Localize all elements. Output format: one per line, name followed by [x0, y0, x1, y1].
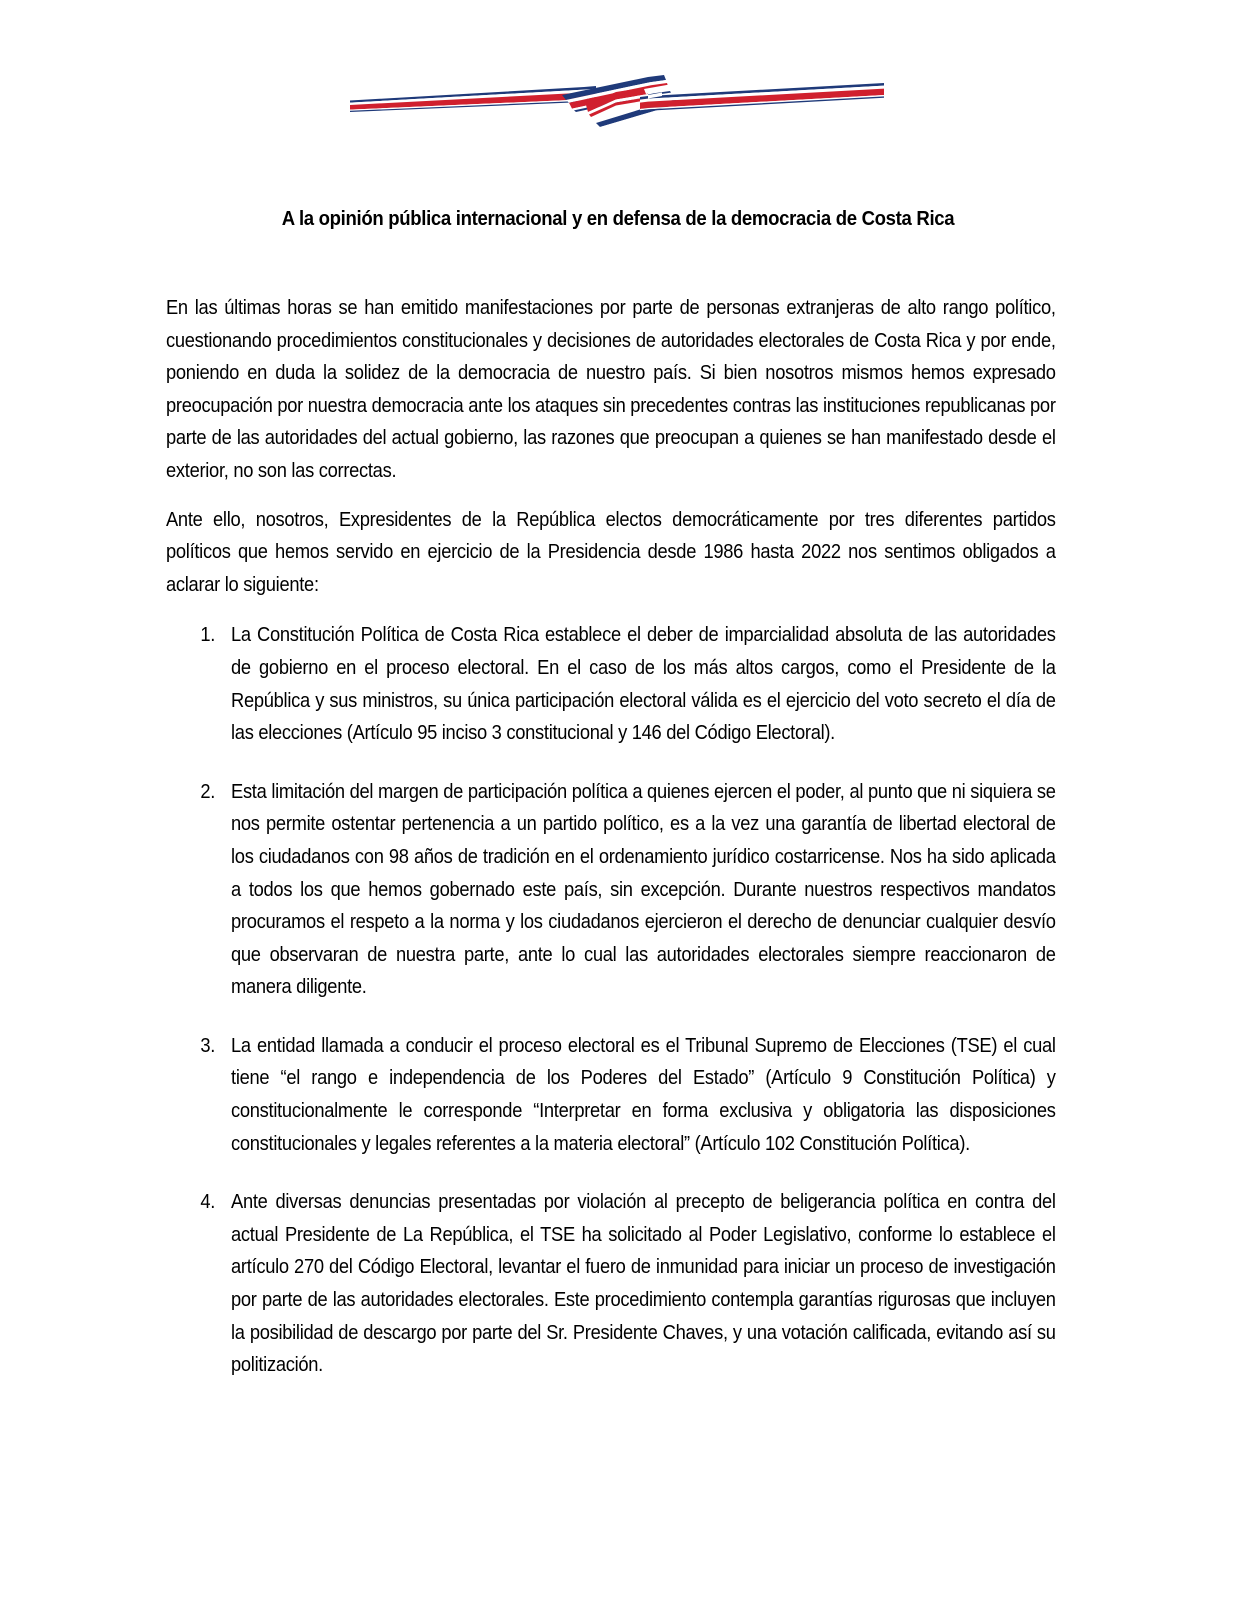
intro-paragraph-2: Ante ello, nosotros, Expresidentes de la República electos democráticamente por tres diferentes partidos políticos que hemos servido en ejercicio de la Presidencia desde 1986 hasta 2022 nos sentimos obligados a aclarar lo siguiente: — [166, 508, 1056, 596]
claim-item-2 — [166, 776, 1056, 1004]
costa-rica-flag-ribbon-icon — [348, 67, 888, 129]
claim-number: 3. — [200, 1034, 216, 1057]
numbered-claims-list — [166, 619, 1056, 1381]
claim-number: 2. — [200, 780, 216, 803]
document-body — [166, 292, 1056, 1382]
page-title: A la opinión pública internacional y en defensa de la democracia de Costa Rica — [281, 207, 955, 230]
claim-item-1 — [166, 619, 1056, 749]
claim-item-3 — [166, 1030, 1056, 1160]
intro-paragraph-1: En las últimas horas se han emitido manifestaciones por parte de personas extranjeras de alto rango político, cuestionando procedimientos constitucionales y decisiones de autoridades electorales de Costa Rica y por ende, poniendo en duda la solidez de la democracia de nuestro país. Si bien nosotros mismos hemos expresado preocupación por nuestra democracia ante los ataques sin precedentes contras las instituciones republicanas por parte de las autoridades del actual gobierno, las razones que preocupan a quienes se han manifestado desde el exterior, no son las correctas. — [166, 297, 1056, 482]
claim-text: Esta limitación del margen de participación política a quienes ejercen el poder, al punto que ni siquiera se nos permite ostentar pertenencia a un partido político, es a la vez una garantía de libertad electoral de los ciudadanos con 98 años de tradición en el ordenamiento jurídico costarricense. Nos ha sido aplicada a todos los que hemos gobernado este país, sin excepción. Durante nuestros respectivos mandatos procuramos el respeto a la norma y los ciudadanos ejercieron el derecho de denunciar cualquier desvío que observaran de nuestra parte, ante lo cual las autoridades electorales siempre reaccionaron de manera diligente. — [231, 780, 1056, 999]
claim-text: La Constitución Política de Costa Rica establece el deber de imparcialidad absoluta de las autoridades de gobierno en el proceso electoral. En el caso de los más altos cargos, como el Presidente de la República y sus ministros, su única participación electoral válida es el ejercicio del voto secreto el día de las elecciones (Artículo 95 inciso 3 constitucional y 146 del Código Electoral). — [231, 624, 1056, 745]
letterhead — [0, 58, 1236, 138]
claim-text: Ante diversas denuncias presentadas por violación al precepto de beligerancia política en contra del actual Presidente de La República, el TSE ha solicitado al Poder Legislativo, conforme lo establece el artículo 270 del Código Electoral, levantar el fuero de inmunidad para iniciar un proceso de investigación por parte de las autoridades electorales. Este procedimiento contempla garantías rigurosas que incluyen la posibilidad de descargo por parte del Sr. Presidente Chaves, y una votación calificada, evitando así su politización. — [231, 1191, 1056, 1377]
claim-number: 1. — [200, 624, 216, 647]
claim-text: La entidad llamada a conducir el proceso electoral es el Tribunal Supremo de Elecciones (TSE) el cual tiene “el rango e independencia de los Poderes del Estado” (Artículo 9 Constitución Política) y constitucionalmente le corresponde “Interpretar en forma exclusiva y obligatoria las disposiciones constitucionales y legales referentes a la materia electoral” (Artículo 102 Constitución Política). — [231, 1034, 1056, 1155]
claim-number: 4. — [200, 1191, 216, 1214]
claim-item-4 — [166, 1186, 1056, 1382]
